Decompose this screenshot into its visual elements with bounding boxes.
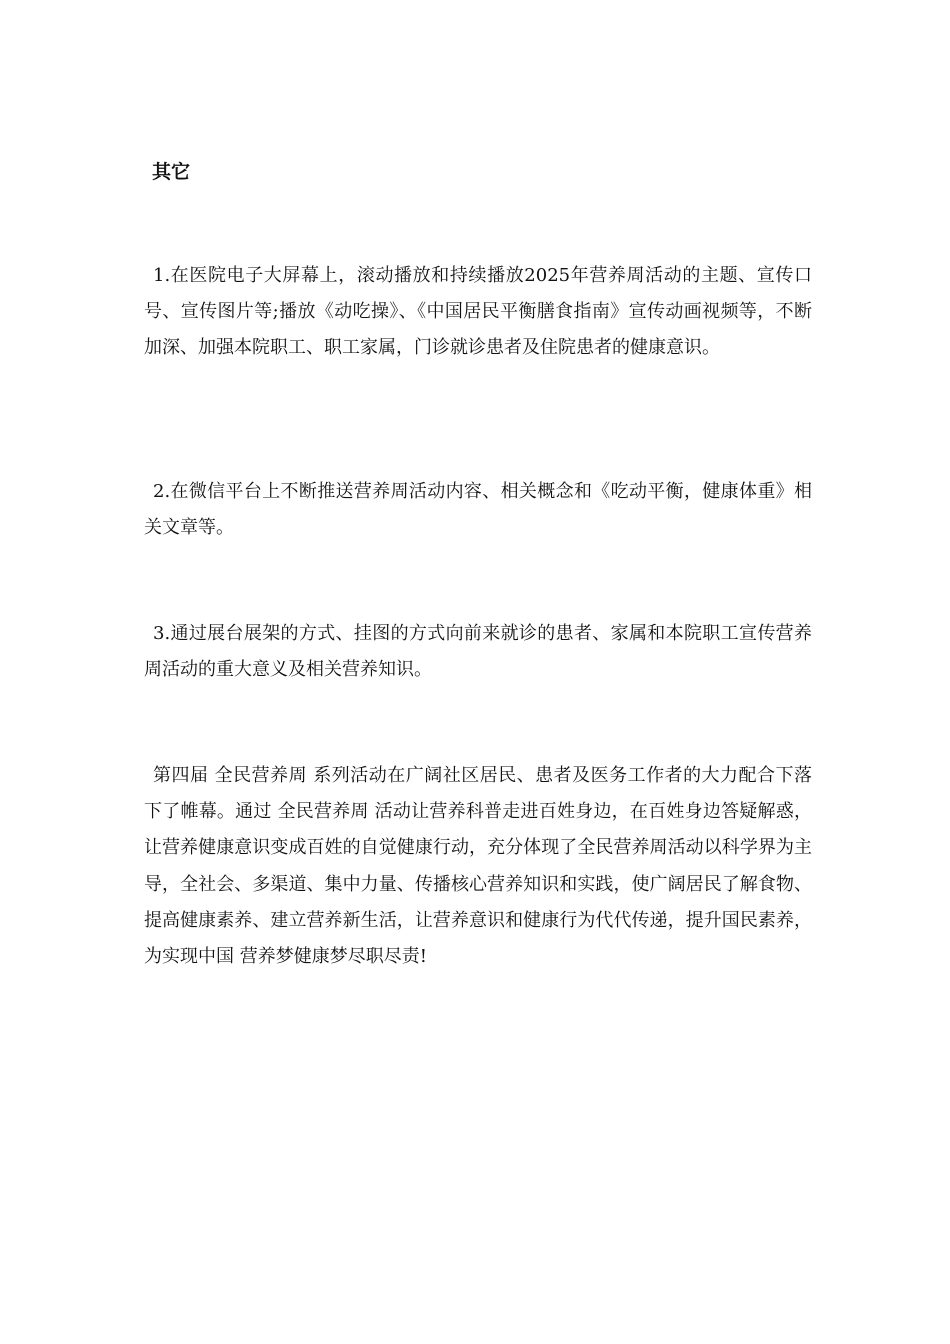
- section-heading: 其它: [152, 161, 191, 183]
- paragraph-item-2: 2.在微信平台上不断推送营养周活动内容、相关概念和《吃动平衡，健康体重》相关文章等。: [144, 481, 812, 539]
- summary-paragraph: 第四届 全民营养周 系列活动在广阔社区居民、患者及医务工作者的大力配合下落下了帷幕。通过 全民营养周 活动让营养科普走进百姓身边，在百姓身边答疑解惑，让营养健康意识变成百姓的自觉健康行动，充分体现了全民营养周活动以科学界为主导，全社会、多渠道、集中力量、传播核心营养知识和实践，使广阔居民了解食物、提高健康素养、建立营养新生活，让营养意识和健康行为代代传递，提升国民素养，为实现中国 营养梦健康梦尽职尽责!: [144, 765, 812, 968]
- paragraph-item-1: 1.在医院电子大屏幕上，滚动播放和持续播放2025年营养周活动的主题、宣传口号、宣传图片等;播放《动吃操》、《中国居民平衡膳食指南》宣传动画视频等，不断加深、加强本院职工、职工家属，门诊就诊患者及住院患者的健康意识。: [144, 265, 812, 359]
- paragraph-item-3: 3.通过展台展架的方式、挂图的方式向前来就诊的患者、家属和本院职工宣传营养周活动的重大意义及相关营养知识。: [144, 623, 812, 681]
